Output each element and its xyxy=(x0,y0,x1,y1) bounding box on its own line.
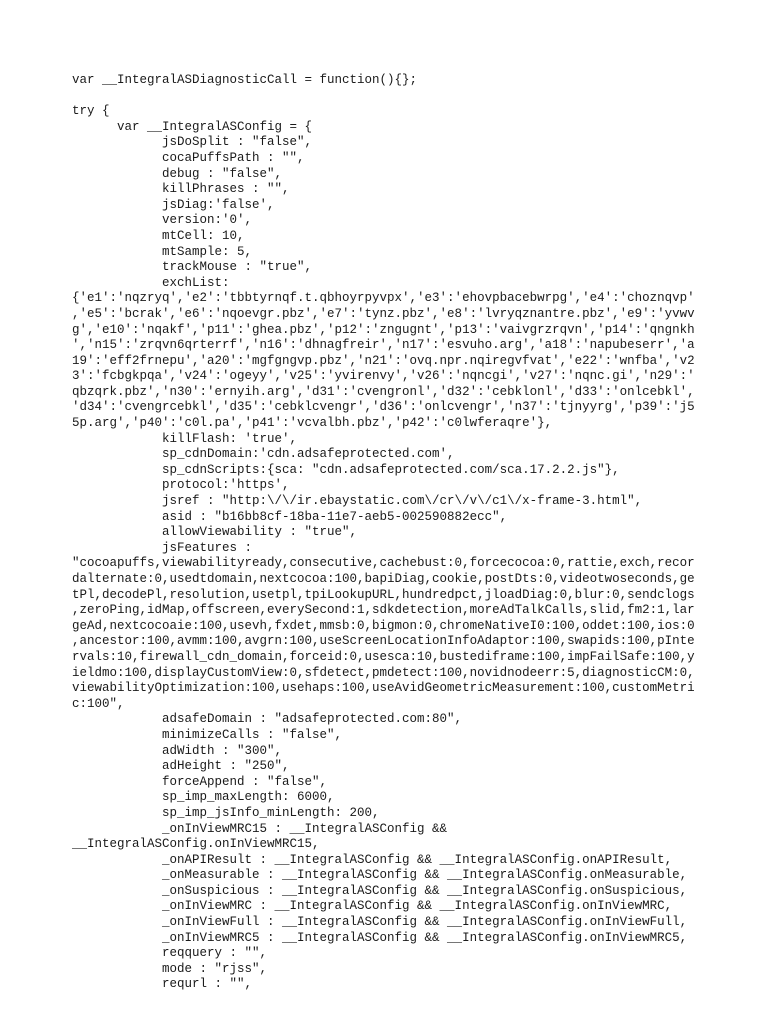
code-line: "cocoapuffs,viewabilityready,consecutive,cachebust:0,forcecocoa:0,rattie,exch,recor xyxy=(72,556,695,571)
code-line: trackMouse : "true", xyxy=(72,260,313,275)
code-line: 'd34':'cvengrcebkl','d35':'cebklcvengr','d36':'onlcvengr','n37':'tjnyyrg','p39':'j5 xyxy=(72,400,695,415)
code-line: mtCell: 10, xyxy=(72,228,245,243)
code-line: requrl : "", xyxy=(72,977,253,992)
code-line: try { xyxy=(72,104,110,119)
code-line: ','n15':'zrqvn6qrterrf','n16':'dhnagfreir','n17':'esvuho.arg','a18':'napubeserr','a xyxy=(72,338,695,353)
code-line: _onInViewMRC : __IntegralASConfig && __IntegralASConfig.onInViewMRC, xyxy=(72,899,673,914)
code-line: _onInViewMRC5 : __IntegralASConfig && __IntegralASConfig.onInViewMRC5, xyxy=(72,930,688,945)
code-line: jsDoSplit : "false", xyxy=(72,135,313,150)
code-block xyxy=(72,73,695,993)
code-line: protocol:'https', xyxy=(72,478,290,493)
code-line: adWidth : "300", xyxy=(72,743,283,758)
code-line: jsFeatures : xyxy=(72,540,253,555)
code-line: minimizeCalls : "false", xyxy=(72,727,343,742)
code-line: rvals:10,firewall_cdn_domain,forceid:0,usesca:10,bustediframe:100,impFailSafe:100,y xyxy=(72,649,695,664)
code-line: qbzqrk.pbz','n30':'ernyih.arg','d31':'cvengronl','d32':'cebklonl','d33':'onlcebkl', xyxy=(72,384,695,399)
code-line: _onAPIResult : __IntegralASConfig && __IntegralASConfig.onAPIResult, xyxy=(72,852,673,867)
code-line: c:100", xyxy=(72,696,125,711)
code-line: var __IntegralASDiagnosticCall = function(){}; xyxy=(72,73,418,87)
code-line: killFlash: 'true', xyxy=(72,431,298,446)
code-line: dalternate:0,usedtdomain,nextcocoa:100,bapiDiag,cookie,postDts:0,videotwoseconds,ge xyxy=(72,572,695,586)
code-line: sp_cdnDomain:'cdn.adsafeprotected.com', xyxy=(72,447,455,462)
code-line: ,zeroPing,idMap,offscreen,everySecond:1,sdkdetection,moreAdTalkCalls,slid,fm2:1,lar xyxy=(72,603,695,618)
code-line: killPhrases : "", xyxy=(72,182,290,197)
code-line: mode : "rjss", xyxy=(72,961,268,976)
code-line: sp_imp_maxLength: 6000, xyxy=(72,790,335,805)
code-line: sp_cdnScripts:{sca: "cdn.adsafeprotected.com/sca.17.2.2.js"}, xyxy=(72,462,620,477)
code-line: exchList: xyxy=(72,275,230,290)
code-line: 5p.arg','p40':'c0l.pa','p41':'vcvalbh.pbz','p42':'c0lwferaqre'}, xyxy=(72,416,553,431)
code-line: asid : "b16bb8cf-18ba-11e7-aeb5-002590882ecc", xyxy=(72,509,508,524)
code-line: reqquery : "", xyxy=(72,946,268,961)
code-line: version:'0', xyxy=(72,213,253,228)
code-line: cocaPuffsPath : "", xyxy=(72,150,305,165)
code-line: _onSuspicious : __IntegralASConfig && __IntegralASConfig.onSuspicious, xyxy=(72,883,688,898)
code-line: 19':'eff2frnepu','a20':'mgfgngvp.pbz','n21':'ovq.npr.nqiregvfvat','e22':'wnfba','v2 xyxy=(72,353,695,368)
code-line: g','e10':'nqakf','p11':'ghea.pbz','p12':'zngugnt','p13':'vaivgrzrqvn','p14':'qngnkh xyxy=(72,322,695,337)
code-line: forceAppend : "false", xyxy=(72,774,328,789)
code-line: ,'e5':'bcrak','e6':'nqoevgr.pbz','e7':'tynz.pbz','e8':'lvryqznantre.pbz','e9':'yvwv xyxy=(72,306,695,321)
code-line: allowViewability : "true", xyxy=(72,525,358,540)
code-line: 3':'fcbgkpqa','v24':'ogeyy','v25':'yvirenvy','v26':'nqncgi','v27':'nqnc.gi','n29':' xyxy=(72,369,695,384)
code-line: tPl,decodePl,resolution,usetpl,tpiLookupURL,hundredpct,jloadDiag:0,blur:0,sendclogs xyxy=(72,587,695,602)
code-line: debug : "false", xyxy=(72,166,283,181)
code-line: ,ancestor:100,avmm:100,avgrn:100,useScreenLocationInfoAdaptor:100,swapids:100,pInte xyxy=(72,634,695,649)
code-line: jsDiag:'false', xyxy=(72,197,275,212)
code-line: mtSample: 5, xyxy=(72,244,253,259)
code-line xyxy=(72,89,695,105)
code-line: _onInViewFull : __IntegralASConfig && __IntegralASConfig.onInViewFull, xyxy=(72,915,688,930)
code-line: adHeight : "250", xyxy=(72,759,290,774)
code-line: var __IntegralASConfig = { xyxy=(72,119,313,134)
code-line: viewabilityOptimization:100,usehaps:100,useAvidGeometricMeasurement:100,customMetri xyxy=(72,681,695,696)
code-line: ieldmo:100,displayCustomView:0,sfdetect,pmdetect:100,novidnodeerr:5,diagnosticCM:0, xyxy=(72,665,695,680)
code-line: geAd,nextcocoaie:100,usevh,fxdet,mmsb:0,bigmon:0,chromeNativeI0:100,oddet:100,ios:0 xyxy=(72,618,695,633)
code-line: _onInViewMRC15 : __IntegralASConfig && xyxy=(72,821,448,836)
code-line: __IntegralASConfig.onInViewMRC15, xyxy=(72,837,320,852)
code-line: adsafeDomain : "adsafeprotected.com:80", xyxy=(72,712,463,727)
code-line: sp_imp_jsInfo_minLength: 200, xyxy=(72,805,380,820)
code-line: _onMeasurable : __IntegralASConfig && __IntegralASConfig.onMeasurable, xyxy=(72,868,688,883)
code-line: {'e1':'nqzryq','e2':'tbbtyrnqf.t.qbhoyrpyvpx','e3':'ehovpbacebwrpg','e4':'choznqvp' xyxy=(72,291,695,306)
code-line: jsref : "http:\/\/ir.ebaystatic.com\/cr\/v\/c1\/x-frame-3.html", xyxy=(72,494,643,509)
